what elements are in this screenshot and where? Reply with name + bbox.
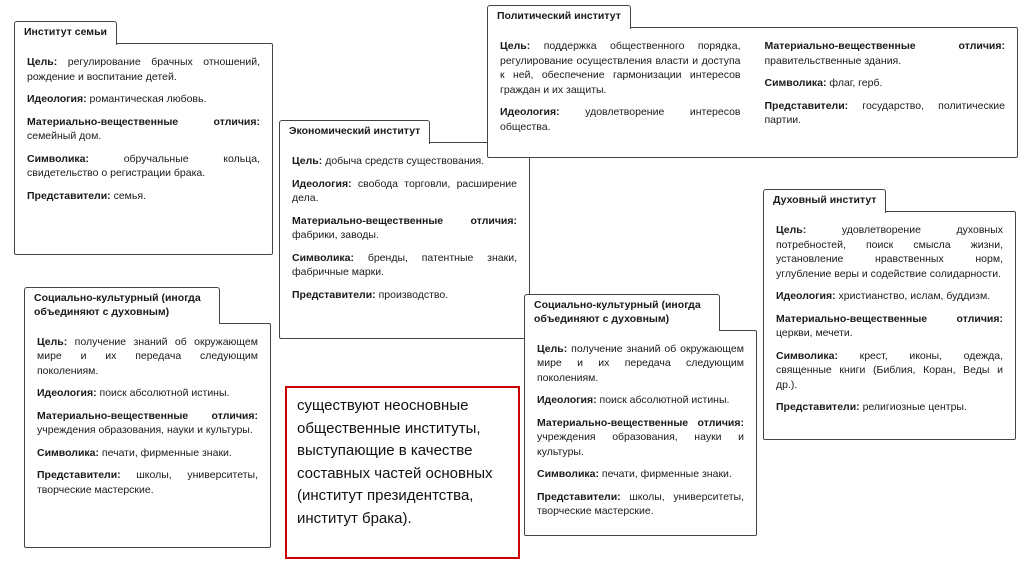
field-label: Символика: <box>27 152 89 165</box>
card-political-title: Политический институт <box>497 10 621 22</box>
note-text: существуют неосновные общественные институты, выступающие в качестве составных частей основных (институт президентства, институт брака). <box>297 397 493 527</box>
field-ideology <box>537 393 744 407</box>
field-label: Цель: <box>37 335 68 348</box>
card-political-tab <box>487 5 631 29</box>
field-text: поиск абсолютной истины. <box>599 394 730 407</box>
card-political <box>487 5 1018 158</box>
field-label: Идеология: <box>537 394 597 407</box>
field-text: семья. <box>113 189 146 202</box>
field-label: Представители: <box>27 189 111 202</box>
field-text: фабрики, заводы. <box>292 229 379 242</box>
field-label: Символика: <box>292 251 354 264</box>
card-political-body <box>487 27 1018 158</box>
field-material <box>776 312 1003 341</box>
card-socio-cultural-left-body <box>24 323 271 548</box>
field-text: удовлетворение духовных потребностей, поиск смысла жизни, установление нравственных норм, углубление веры и содействие солидарности. <box>776 224 1003 280</box>
field-text: романтическая любовь. <box>89 93 207 106</box>
field-label: Цель: <box>500 40 531 53</box>
field-label: Символика: <box>776 349 838 362</box>
field-label: Идеология: <box>27 93 87 106</box>
field-text: обручальные кольца, свидетельство о регистрации брака. <box>27 152 260 180</box>
field-representatives <box>37 468 258 497</box>
field-ideology <box>37 386 258 400</box>
field-material <box>537 416 744 459</box>
field-text: производство. <box>378 288 449 301</box>
field-label: Идеология: <box>500 106 560 119</box>
field-text: удовлетворение интересов общества. <box>500 106 741 133</box>
field-text: поиск абсолютной истины. <box>99 387 230 400</box>
field-label: Материально-вещественные отличия: <box>776 312 1003 325</box>
field-material <box>765 39 1006 68</box>
field-material <box>37 409 258 438</box>
field-text: флаг, герб. <box>829 77 883 90</box>
field-text: религиозные центры. <box>862 400 967 413</box>
field-label: Материально-вещественные отличия: <box>764 40 1005 53</box>
field-goal <box>37 335 258 378</box>
field-text: церкви, мечети. <box>776 327 853 340</box>
card-spiritual <box>763 189 1016 440</box>
field-text: школы, университеты, творческие мастерские. <box>537 490 744 518</box>
field-symbols <box>537 467 744 481</box>
field-representatives <box>27 189 260 203</box>
field-goal <box>776 223 1003 281</box>
field-text: печати, фирменные знаки. <box>601 468 732 481</box>
field-text: учреждения образования, науки и культуры. <box>37 424 253 437</box>
field-representatives <box>776 400 1003 414</box>
card-economic-tab <box>279 120 430 144</box>
field-label: Цель: <box>537 342 568 355</box>
field-label: Представители: <box>764 99 849 112</box>
field-text: крест, иконы, одежда, священные книги (Библия, Коран, Веды и др.). <box>776 349 1003 391</box>
field-label: Идеология: <box>292 177 352 190</box>
field-representatives <box>537 490 744 519</box>
field-label: Представители: <box>37 469 121 482</box>
card-spiritual-title: Духовный институт <box>773 194 877 206</box>
field-text: свобода торговли, расширение дела. <box>292 177 517 205</box>
card-family-title: Институт семьи <box>24 26 107 38</box>
field-material <box>27 115 260 144</box>
card-socio-cultural-right-tab <box>524 294 720 331</box>
field-text: регулирование брачных отношений, рождение и воспитание детей. <box>27 56 260 83</box>
card-spiritual-tab <box>763 189 886 213</box>
card-family-body <box>14 43 273 255</box>
field-text: получение знаний об окружающем мире и их передача следующим поколениям. <box>537 342 744 384</box>
card-family <box>14 21 273 255</box>
field-label: Материально-вещественные отличия: <box>537 416 744 429</box>
field-text: печати, фирменные знаки. <box>101 446 232 459</box>
field-label: Цель: <box>27 56 58 69</box>
note-box <box>285 386 520 559</box>
field-label: Идеология: <box>37 387 97 400</box>
field-label: Представители: <box>292 288 376 301</box>
field-ideology <box>292 177 517 206</box>
card-socio-cultural-left-title: Социально-культурный (иногда объединяют с духовным) <box>34 292 201 318</box>
field-label: Материально-вещественные отличия: <box>37 409 258 422</box>
field-text: получение знаний об окружающем мире и их передача следующим поколениям. <box>37 335 258 377</box>
field-material <box>292 214 517 243</box>
field-symbols <box>765 76 1006 90</box>
field-text: поддержка общественного порядка, регулирование осуществления власти и доступа к ней, обеспечение гармонизации интересов граждан и их защиты. <box>500 40 741 96</box>
field-symbols <box>776 349 1003 392</box>
field-representatives <box>292 288 517 302</box>
field-goal <box>500 39 741 97</box>
field-text: правительственные здания. <box>764 54 902 67</box>
field-text: государство, политические партии. <box>764 99 1005 127</box>
field-ideology <box>776 289 1003 303</box>
field-label: Символика: <box>764 77 827 90</box>
field-text: школы, университеты, творческие мастерские. <box>37 469 258 496</box>
field-goal <box>27 55 260 84</box>
card-socio-cultural-left-tab <box>24 287 220 324</box>
card-political-column-left <box>500 39 741 151</box>
field-label: Символика: <box>37 446 99 459</box>
field-text: бренды, патентные знаки, фабричные марки. <box>292 251 517 279</box>
card-political-column-right <box>765 39 1006 151</box>
field-ideology <box>500 105 741 134</box>
card-socio-cultural-right-title: Социально-культурный (иногда объединяют с духовным) <box>534 299 701 325</box>
card-socio-cultural-right-body <box>524 330 757 536</box>
field-text: христианство, ислам, буддизм. <box>838 290 991 303</box>
card-socio-cultural-left <box>24 287 271 548</box>
field-symbols <box>292 251 517 280</box>
card-economic-body <box>279 142 530 339</box>
field-representatives <box>765 99 1006 128</box>
field-label: Материально-вещественные отличия: <box>292 214 517 227</box>
field-ideology <box>27 92 260 106</box>
field-label: Идеология: <box>776 290 836 303</box>
field-label: Символика: <box>537 468 599 481</box>
field-goal <box>292 154 517 168</box>
card-socio-cultural-right <box>524 294 757 536</box>
field-symbols <box>27 152 260 181</box>
field-label: Представители: <box>776 400 860 413</box>
field-symbols <box>37 446 258 460</box>
field-label: Материально-вещественные отличия: <box>27 115 260 128</box>
card-family-tab <box>14 21 117 45</box>
field-label: Цель: <box>776 224 807 237</box>
field-text: добыча средств существования. <box>325 155 485 168</box>
card-economic-title: Экономический институт <box>289 125 421 137</box>
field-label: Цель: <box>292 155 323 168</box>
field-text: учреждения образования, науки и культуры. <box>537 431 744 458</box>
field-text: семейный дом. <box>27 130 102 143</box>
card-spiritual-body <box>763 211 1016 440</box>
field-goal <box>537 342 744 385</box>
field-label: Представители: <box>537 490 621 503</box>
